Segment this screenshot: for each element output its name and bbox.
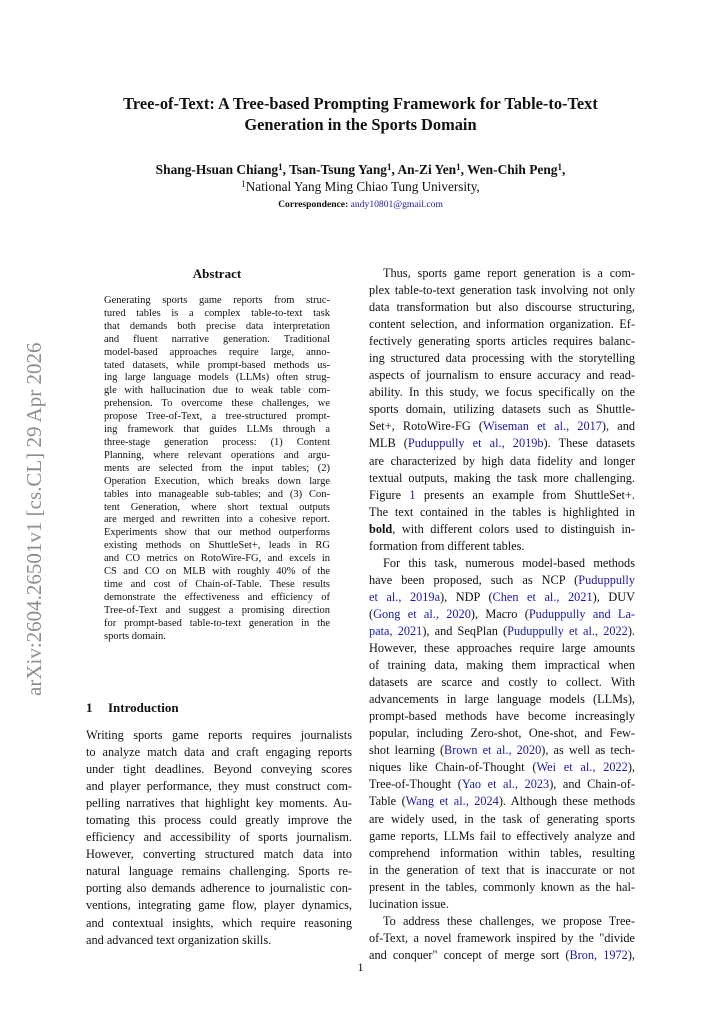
paper-title bbox=[80, 93, 641, 135]
body-line bbox=[369, 606, 635, 623]
body-line: However, converting structured match data into bbox=[86, 847, 352, 862]
body-line: Writing sports game reports requires journalists bbox=[86, 728, 352, 742]
abstract-line: and fluent narrative generation. Traditional bbox=[104, 333, 330, 345]
body-text: ( bbox=[369, 606, 374, 621]
body-line: data transformation but also discourse structuring, bbox=[369, 300, 635, 315]
body-text: MLB ( bbox=[369, 436, 408, 451]
body-line bbox=[369, 521, 635, 538]
abstract-line: are merged and rewritten into a cohesive report. bbox=[104, 514, 330, 526]
body-text: ), Macro ( bbox=[470, 606, 529, 621]
body-line: of training data, making them impractical when bbox=[369, 658, 635, 673]
page-number: 1 bbox=[357, 960, 364, 974]
body-line: lucination issue. bbox=[369, 896, 449, 911]
body-line: plex table-to-text generation task involving not only bbox=[369, 283, 635, 298]
body-line: in the generation of text that is inaccurate or not bbox=[369, 862, 635, 877]
body-text: , with different colors used to distinguish in- bbox=[392, 521, 635, 536]
body-line: datasets are scarce and costly to collect. With bbox=[369, 675, 635, 690]
body-text: ), NDP ( bbox=[440, 589, 493, 604]
body-line: popular, including Zero-shot, One-shot, and Few- bbox=[369, 726, 635, 741]
citation-link[interactable]: Wang et al., 2024 bbox=[405, 794, 499, 809]
body-text: presents an example from ShuttleSet+. bbox=[415, 487, 635, 502]
body-line: game reports, LLMs fail to effectively analyze and bbox=[369, 828, 635, 843]
body-line bbox=[369, 555, 635, 572]
abstract-line: model-based approaches require large, anno- bbox=[104, 346, 330, 358]
abstract-line: ments are selected from the input tables; (2) bbox=[104, 462, 330, 474]
section-title: Introduction bbox=[108, 700, 179, 715]
author-affiliation-mark: 1 bbox=[456, 162, 461, 172]
citation-link[interactable]: Puduppully et al., 2019b bbox=[407, 436, 544, 451]
abstract-line: Tree-of-Text and suggest a promising direction bbox=[104, 604, 330, 616]
body-text: ). These datasets bbox=[543, 436, 635, 451]
abstract-line: Experiments show that our method outperforms bbox=[104, 527, 330, 539]
abstract-line: demonstrate the effectiveness and efficiency of bbox=[104, 591, 330, 603]
body-line: of-Text, a novel framework inspired by the "divide bbox=[369, 930, 635, 945]
body-line bbox=[369, 776, 635, 793]
abstract-line: and CO metrics on RotoWire-FG, and excels in bbox=[104, 553, 330, 565]
body-text: niques like Chain-of-Thought ( bbox=[369, 760, 537, 775]
body-line bbox=[369, 759, 635, 776]
body-line: porting also demands adherence to journalistic con- bbox=[86, 881, 352, 896]
body-line bbox=[369, 913, 635, 930]
body-text: ), and Chain-of- bbox=[549, 777, 635, 792]
body-line: prompt-based methods have become increasingly bbox=[369, 709, 635, 724]
body-text: ). Although these methods bbox=[498, 794, 635, 809]
author-affiliation-mark: 1 bbox=[278, 162, 283, 172]
author-name: An-Zi Yen bbox=[397, 162, 457, 177]
body-line: and player performance, they must construct com- bbox=[86, 779, 352, 794]
body-line: pelling narratives that highlight key moments. Au- bbox=[86, 796, 352, 811]
citation-link[interactable]: Wiseman et al., 2017 bbox=[482, 419, 602, 434]
citation-link[interactable]: pata, 2021 bbox=[369, 623, 423, 638]
abstract-line: tables into manageable sub-tables; and (3) Con- bbox=[104, 488, 330, 500]
citation-link[interactable]: Puduppully and La- bbox=[528, 606, 635, 621]
body-line bbox=[369, 418, 635, 435]
correspondence-email-link[interactable]: andy10801@gmail.com bbox=[350, 199, 443, 210]
body-line: and contextual insights, which require reasoning bbox=[86, 915, 352, 930]
abstract-line: Planning, where relevant operations and argu- bbox=[104, 449, 330, 461]
correspondence bbox=[80, 198, 641, 212]
body-line: and advanced text organization skills. bbox=[86, 932, 272, 947]
affiliation-mark: 1 bbox=[241, 179, 246, 189]
body-line: content selection, and information organization. Ef- bbox=[369, 317, 635, 332]
body-text: have been proposed, such as NCP ( bbox=[369, 572, 579, 587]
introduction-left-column bbox=[86, 727, 352, 949]
author-name: Tsan-Tsung Yang bbox=[289, 162, 387, 177]
abstract-line: tent Generation, where short textual outputs bbox=[104, 501, 330, 513]
body-text: shot learning ( bbox=[369, 743, 445, 758]
body-line bbox=[369, 487, 635, 504]
body-text: ), bbox=[627, 947, 635, 962]
body-line: comprehend information within tables, resulting bbox=[369, 845, 635, 860]
abstract-body bbox=[104, 295, 330, 643]
body-line bbox=[369, 742, 635, 759]
citation-link[interactable]: Wei et al., 2022 bbox=[536, 760, 628, 775]
body-line: present in the tables, commonly known as the hal- bbox=[369, 879, 635, 894]
body-line: to analyze match data and craft engaging reports bbox=[86, 745, 352, 760]
body-line: under tight deadlines. Beyond conveying scores bbox=[86, 762, 352, 777]
affiliation-text: National Yang Ming Chiao Tung University, bbox=[245, 179, 480, 194]
abstract-line: for prompt-based table-to-text generation in the bbox=[104, 617, 330, 629]
citation-link[interactable]: et al., 2019a bbox=[369, 589, 441, 604]
body-text: For this task, numerous model-based methods bbox=[383, 555, 635, 570]
affiliation bbox=[80, 178, 641, 195]
body-text: Tree-of-Thought ( bbox=[369, 777, 462, 792]
citation-link[interactable]: Chen et al., 2021 bbox=[492, 589, 593, 604]
body-line: are characterized by high data fidelity and longer bbox=[369, 453, 635, 468]
bold-word: bold bbox=[369, 521, 393, 536]
title-line: Generation in the Sports Domain bbox=[244, 115, 477, 134]
body-line: sports domain, utilizing datasets such as Shuttle- bbox=[369, 402, 635, 417]
abstract-line: ing large language models (LLMs) often strug- bbox=[104, 372, 330, 384]
body-line: tomating this process could greatly improve the bbox=[86, 813, 352, 828]
citation-link[interactable]: Yao et al., 2023 bbox=[461, 777, 550, 792]
body-text: ). bbox=[627, 623, 635, 638]
body-text: and conquer" concept of merge sort ( bbox=[369, 947, 570, 962]
abstract-line: existing methods on ShuttleSet+, leads in RG bbox=[104, 540, 330, 552]
body-text: ), bbox=[627, 760, 635, 775]
body-line bbox=[369, 589, 635, 606]
body-line: textual outputs, making the task more challenging. bbox=[369, 470, 635, 485]
arxiv-identifier-text: arXiv:2604.26501v1 [cs.CL] 29 Apr 2026 bbox=[22, 342, 46, 696]
body-text: Set+, RotoWire-FG ( bbox=[369, 419, 483, 434]
abstract-line: propose Tree-of-Text, a tree-structured prompt- bbox=[104, 411, 330, 423]
abstract-line: that demands both precise data interpretation bbox=[104, 320, 330, 332]
body-line: advancements in large language models (LLMs), bbox=[369, 692, 635, 707]
correspondence-label: Correspondence: bbox=[278, 199, 349, 210]
body-text: To address these challenges, we propose Tree- bbox=[383, 913, 635, 928]
abstract-line: three-stage generation process: (1) Content bbox=[104, 436, 330, 448]
body-line: natural language remains challenging. Sports re- bbox=[86, 864, 352, 879]
abstract-line: tured tables is a complex table-to-text task bbox=[104, 307, 330, 319]
author-affiliation-mark: 1 bbox=[557, 162, 562, 172]
body-line bbox=[369, 572, 635, 589]
author-list: Shang-Hsuan Chiang$^1$, Tsan-Tsung Yang$^1$, An-Zi Yen$^1$, Wen-Chih Peng$^1$, bbox=[155, 162, 566, 177]
body-text: ), and SeqPlan ( bbox=[422, 623, 508, 638]
abstract-line: prehension. To overcome these challenges, we bbox=[104, 398, 330, 410]
body-line bbox=[369, 793, 635, 810]
arxiv-identifier-stamp bbox=[16, 298, 52, 696]
author-affiliation-mark: 1 bbox=[386, 162, 392, 172]
citation-link[interactable]: Gong et al., 2020 bbox=[373, 606, 471, 621]
body-line: aspects of journalism to ensure accuracy and read- bbox=[369, 368, 635, 383]
citation-link[interactable]: Puduppully bbox=[578, 572, 635, 587]
body-text: Figure bbox=[369, 487, 410, 502]
title-line: Tree-of-Text: A Tree-based Prompting Framework for Table-to-Text bbox=[123, 94, 598, 113]
body-line bbox=[369, 435, 635, 452]
body-line: ing structured data processing with the storytelling bbox=[369, 351, 635, 366]
abstract-line: Operation Execution, which breaks down large bbox=[104, 475, 330, 487]
citation-link[interactable]: Brown et al., 2020 bbox=[444, 743, 542, 758]
body-text: ), and bbox=[601, 419, 635, 434]
body-line: The text contained in the tables is highlighted in bbox=[369, 504, 635, 519]
section-heading bbox=[86, 699, 179, 716]
body-line: ability. In this study, we focus specifically on the bbox=[369, 385, 635, 400]
body-line: ventions, integrating game flow, player dynamics, bbox=[86, 898, 352, 913]
abstract-line: sports domain. bbox=[104, 630, 166, 642]
body-text: Thus, sports game report generation is a com- bbox=[383, 266, 635, 280]
section-number: 1 bbox=[86, 700, 93, 715]
body-line: efficiency and accessibility of sports journalism. bbox=[86, 830, 352, 845]
body-line: However, these approaches require large amounts bbox=[369, 641, 635, 656]
body-text: Table ( bbox=[369, 794, 406, 809]
abstract-line: gle with hallucination due to weak table com- bbox=[104, 385, 330, 397]
abstract-line: tated datasets, while prompt-based methods us- bbox=[104, 359, 330, 371]
body-line: fectively generating sports articles requires balanc- bbox=[369, 334, 635, 349]
body-line bbox=[369, 623, 635, 640]
body-line bbox=[369, 265, 635, 282]
figure-reference-link[interactable]: 1 bbox=[409, 487, 416, 502]
body-text: ), DUV bbox=[592, 589, 635, 604]
body-line: are widely used, in the task of generating sports bbox=[369, 811, 635, 826]
abstract-line: Generating sports game reports from struc- bbox=[104, 295, 330, 306]
body-line: formation from different tables. bbox=[369, 538, 525, 553]
abstract-line: ing framework that guides LLMs through a bbox=[104, 424, 330, 436]
citation-link[interactable]: Puduppully et al., 2022 bbox=[507, 623, 628, 638]
author-name: Shang-Hsuan Chiang bbox=[155, 162, 279, 177]
citation-link[interactable]: Bron, 1972 bbox=[569, 947, 628, 962]
body-text: ), as well as tech- bbox=[541, 743, 635, 758]
abstract-line: time and cost of Chain-of-Table. These results bbox=[104, 578, 330, 590]
author-name: Wen-Chih Peng bbox=[467, 162, 558, 177]
abstract-heading: Abstract bbox=[192, 266, 242, 281]
introduction-right-column bbox=[369, 265, 635, 964]
abstract-line: CS and CO on MLB with roughly 40% of the bbox=[104, 566, 330, 578]
